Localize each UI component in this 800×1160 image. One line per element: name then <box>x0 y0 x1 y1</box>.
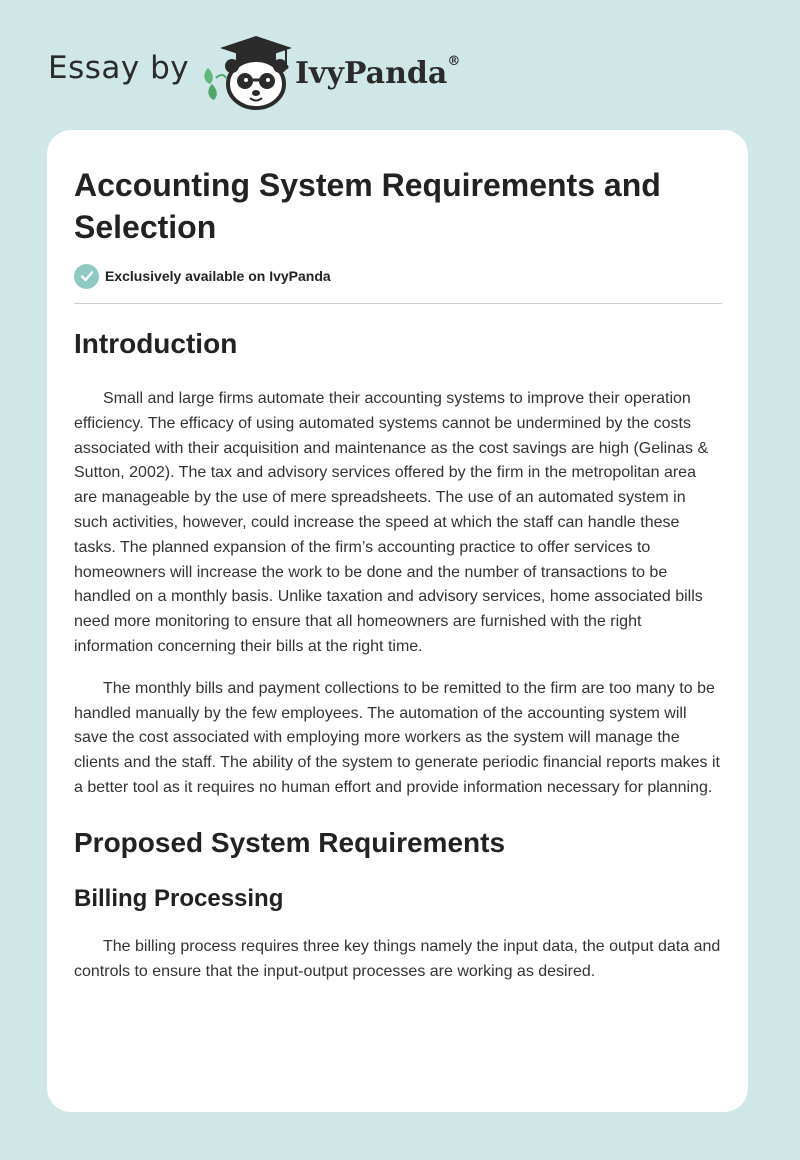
subsection-heading-billing-processing: Billing Processing <box>74 884 284 912</box>
ivypanda-logo-icon[interactable] <box>200 34 292 110</box>
paragraph: The billing process requires three key things namely the input data, the output data and controls to ensure that the input-output processes are working as desired. <box>74 937 721 980</box>
check-icon <box>74 264 99 289</box>
brand-name-text: IvyPanda <box>295 56 448 91</box>
essay-body <box>74 320 722 984</box>
paragraph: Small and large firms automate their accounting systems to improve their operation efficiency. The efficacy of using automated systems cannot be undermined by the costs associated with their acquisition and maintenance as the cost savings are high (Gelinas & Sutton, 2002). The tax and advisory services offered by the firm in the metropolitan area are manageable by the use of mere spreadsheets. The use of an automated system in such activities, however, could increase the speed at which the staff can handle these tasks. The planned expansion of the firm’s accounting practice to offer services to homeowners will increase the work to be done and the number of transactions to be handled on a monthly basis. Unlike taxation and advisory services, home associated bills need more monitoring to ensure that all homeowners are furnished with the right information concerning their bills at the right time. <box>74 390 709 655</box>
section-heading-introduction: Introduction <box>74 328 238 359</box>
essay-title: Accounting System Requirements and Selection <box>74 167 661 245</box>
exclusive-label: Exclusively available on IvyPanda <box>105 268 331 284</box>
registered-mark: ® <box>447 54 461 69</box>
site-header <box>48 30 648 110</box>
brand-name[interactable] <box>295 56 460 91</box>
paragraph: The monthly bills and payment collections to be remitted to the firm are too many to be handled manually by the few employees. The automation of the accounting system will save the cost associated with employing more workers as the system will manage the clients and the staff. The ability of the system to generate periodic financial reports makes it a better tool as it requires no human effort and provide information necessary for planning. <box>74 679 720 796</box>
exclusive-badge <box>74 263 331 289</box>
section-heading-proposed-system-requirements: Proposed System Requirements <box>74 826 506 858</box>
essay-by-label: Essay by <box>48 50 190 86</box>
title-divider <box>74 303 722 304</box>
essay-card <box>47 130 748 1112</box>
